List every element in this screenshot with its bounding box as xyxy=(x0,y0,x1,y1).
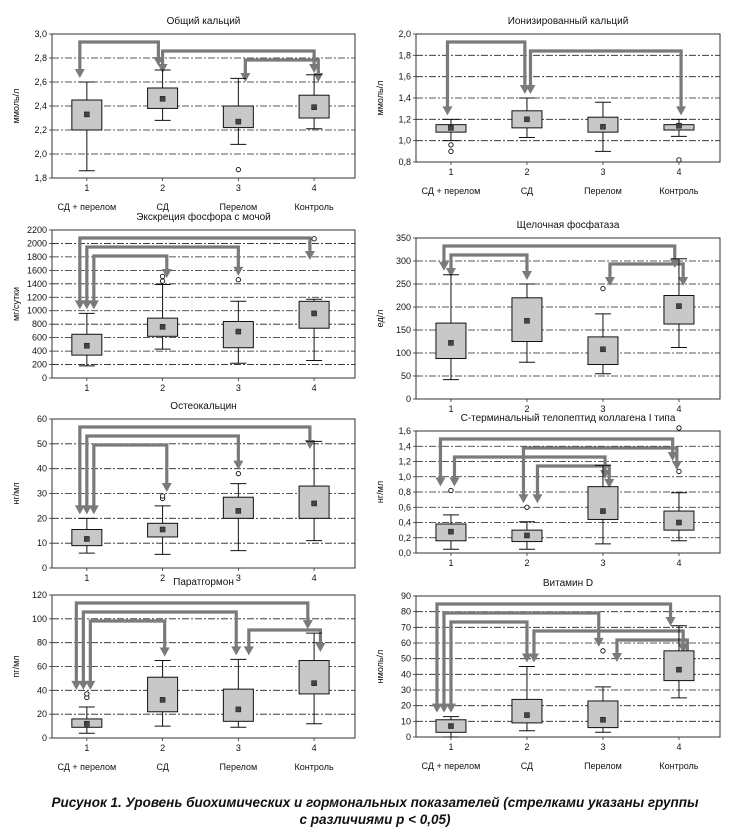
arrow-head xyxy=(244,646,254,655)
box-group-2 xyxy=(148,661,178,727)
group-label: СД + перелом xyxy=(57,762,117,772)
y-tick-label: 2200 xyxy=(26,225,47,235)
box-group-3 xyxy=(223,659,253,727)
mean-marker xyxy=(448,340,453,345)
group-label: Контроль xyxy=(659,761,699,771)
y-tick-label: 0,6 xyxy=(398,502,411,513)
y-tick-label: 20 xyxy=(36,709,47,720)
mean-marker xyxy=(600,347,605,352)
x-tick-label: 1 xyxy=(448,558,454,568)
x-tick-label: 4 xyxy=(311,743,317,753)
y-tick-label: 1,6 xyxy=(398,71,411,82)
outlier-point xyxy=(601,649,605,653)
x-tick-label: 2 xyxy=(524,558,530,568)
y-tick-label: 0,2 xyxy=(398,532,411,543)
group-label: СД xyxy=(156,202,169,212)
group-label: СД xyxy=(520,761,534,771)
y-tick-label: 0 xyxy=(405,394,411,404)
mean-marker xyxy=(160,96,165,101)
x-tick-label: 2 xyxy=(524,742,530,752)
box-group-2 xyxy=(512,98,542,137)
box-iqr xyxy=(148,677,178,712)
x-tick-label: 1 xyxy=(448,404,454,414)
arrow-head xyxy=(594,638,604,647)
y-tick-label: 30 xyxy=(36,488,47,499)
box-group-3 xyxy=(223,78,253,171)
arrow-head xyxy=(676,106,686,115)
y-tick-label: 150 xyxy=(395,325,411,335)
arrow-line xyxy=(610,264,683,278)
outlier-point xyxy=(85,692,89,696)
y-tick-label: 0 xyxy=(41,733,47,743)
arrow-line xyxy=(249,630,321,647)
y-axis-label: нмоль/л xyxy=(375,649,385,684)
arrow-head xyxy=(435,477,445,486)
y-tick-label: 0,0 xyxy=(398,548,411,558)
box-group-2 xyxy=(512,667,542,731)
mean-marker xyxy=(236,707,241,712)
significance-arrow xyxy=(442,42,529,115)
mean-marker xyxy=(160,324,165,329)
arrow-head xyxy=(85,681,95,690)
chart-panel-1 xyxy=(11,15,355,212)
mean-marker xyxy=(524,533,529,538)
y-tick-label: 1,0 xyxy=(398,135,411,146)
x-tick-label: 3 xyxy=(235,743,241,753)
outlier-point xyxy=(449,143,453,147)
significance-arrow xyxy=(82,436,244,514)
significance-arrow xyxy=(71,603,312,690)
y-tick-label: 2000 xyxy=(26,238,47,249)
chart-panel-5 xyxy=(11,401,355,583)
y-axis-label: ммоль/л xyxy=(11,88,21,124)
box-group-4 xyxy=(664,259,694,348)
box-group-3 xyxy=(588,649,618,733)
outlier-point xyxy=(601,286,605,290)
y-axis-label: пг/мл xyxy=(11,655,21,678)
mean-marker xyxy=(448,724,453,729)
arrow-head xyxy=(75,69,85,78)
arrow-head xyxy=(532,494,542,503)
box-group-3 xyxy=(588,102,618,151)
y-tick-label: 800 xyxy=(31,319,47,330)
arrow-head xyxy=(522,271,532,280)
arrow-head xyxy=(529,654,539,663)
mean-marker xyxy=(312,311,317,316)
y-tick-label: 200 xyxy=(395,302,411,312)
y-tick-label: 90 xyxy=(400,591,411,601)
outlier-point xyxy=(236,278,240,282)
outlier-point xyxy=(236,471,240,475)
significance-arrow xyxy=(439,613,604,713)
y-tick-label: 30 xyxy=(400,685,411,695)
arrow-head xyxy=(666,617,676,626)
y-tick-label: 20 xyxy=(400,700,411,711)
arrow-line xyxy=(530,51,681,107)
box-group-3 xyxy=(223,278,253,364)
mean-marker xyxy=(600,717,605,722)
significance-arrow xyxy=(89,445,172,514)
y-tick-label: 1000 xyxy=(26,305,47,316)
significance-arrow xyxy=(240,60,323,82)
arrow-head xyxy=(160,648,170,657)
box-group-4 xyxy=(299,633,329,724)
y-axis-label: ед/л xyxy=(375,309,385,328)
y-tick-label: 350 xyxy=(395,233,411,243)
x-tick-label: 2 xyxy=(524,404,530,414)
group-label: Перелом xyxy=(584,186,622,196)
mean-marker xyxy=(236,119,241,124)
x-tick-label: 4 xyxy=(311,573,317,583)
x-tick-label: 2 xyxy=(160,743,166,753)
y-tick-label: 400 xyxy=(31,346,47,357)
arrow-head xyxy=(518,494,528,503)
y-tick-label: 1,6 xyxy=(398,426,411,436)
arrow-line xyxy=(245,60,318,74)
y-tick-label: 60 xyxy=(36,661,47,672)
y-tick-label: 1,2 xyxy=(398,114,411,125)
mean-marker xyxy=(84,721,89,726)
box-group-4 xyxy=(299,75,329,129)
x-tick-label: 4 xyxy=(311,383,317,393)
box-group-1 xyxy=(436,488,466,549)
arrow-head xyxy=(305,251,315,260)
box-group-3 xyxy=(223,471,253,550)
y-tick-label: 250 xyxy=(395,279,411,289)
x-tick-label: 1 xyxy=(84,743,90,753)
y-tick-label: 3,0 xyxy=(34,29,47,39)
group-label: СД + перелом xyxy=(57,202,117,212)
y-tick-label: 50 xyxy=(400,371,411,381)
chart-title: Витамин D xyxy=(542,578,594,589)
y-tick-label: 1,0 xyxy=(398,471,411,482)
box-group-1 xyxy=(436,717,466,737)
group-label: Перелом xyxy=(584,761,622,771)
outlier-point xyxy=(677,426,681,430)
arrow-head xyxy=(89,300,99,309)
x-tick-label: 1 xyxy=(448,167,454,177)
arrow-head xyxy=(89,505,99,514)
significance-arrow xyxy=(75,42,164,78)
arrow-line xyxy=(454,457,605,478)
arrow-head xyxy=(231,646,241,655)
mean-marker xyxy=(524,318,529,323)
group-label: СД + перелом xyxy=(421,761,481,771)
y-tick-label: 300 xyxy=(395,256,411,266)
x-tick-label: 4 xyxy=(676,167,682,177)
x-tick-label: 1 xyxy=(84,183,90,193)
outlier-point xyxy=(525,505,529,509)
mean-marker xyxy=(676,123,681,128)
chart-title: Экскреция фосфора с мочой xyxy=(136,212,271,223)
x-tick-label: 1 xyxy=(84,383,90,393)
y-axis-label: нг/мл xyxy=(375,480,385,504)
box-iqr xyxy=(223,497,253,518)
chart-title: Общий кальций xyxy=(166,16,241,27)
arrow-head xyxy=(605,277,615,286)
chart-panel-4 xyxy=(375,219,720,414)
y-tick-label: 1,2 xyxy=(398,456,411,467)
mean-marker xyxy=(160,697,165,702)
y-tick-label: 50 xyxy=(400,653,411,664)
chart-panel-7 xyxy=(11,577,355,772)
x-tick-label: 1 xyxy=(84,573,90,583)
group-label: СД xyxy=(520,186,534,196)
significance-arrow xyxy=(158,51,320,73)
arrow-head xyxy=(303,620,313,629)
box-iqr xyxy=(664,651,694,681)
y-tick-label: 10 xyxy=(36,538,47,549)
y-tick-label: 1600 xyxy=(26,265,47,276)
box-iqr xyxy=(223,321,253,347)
y-tick-label: 1200 xyxy=(26,292,47,303)
x-tick-label: 2 xyxy=(160,183,166,193)
significance-arrow xyxy=(525,51,686,115)
significance-arrow xyxy=(605,264,688,286)
box-group-1 xyxy=(436,119,466,153)
mean-marker xyxy=(236,508,241,513)
arrow-head xyxy=(449,477,459,486)
y-tick-label: 40 xyxy=(400,669,411,680)
y-tick-label: 1800 xyxy=(26,251,47,262)
box-group-1 xyxy=(436,275,466,380)
group-label: Перелом xyxy=(219,762,258,772)
y-tick-label: 0 xyxy=(41,373,47,383)
y-tick-label: 60 xyxy=(400,638,411,648)
arrow-head xyxy=(446,704,456,713)
outlier-point xyxy=(236,167,240,171)
chart-panel-3 xyxy=(11,211,355,393)
y-tick-label: 10 xyxy=(400,716,411,727)
group-label: Контроль xyxy=(659,186,699,196)
mean-marker xyxy=(84,343,89,348)
significance-arrow xyxy=(446,255,532,280)
mean-marker xyxy=(524,117,529,122)
mean-marker xyxy=(448,529,453,534)
box-group-4 xyxy=(664,426,694,541)
significance-arrow xyxy=(89,256,172,309)
y-tick-label: 100 xyxy=(31,613,47,624)
y-tick-label: 20 xyxy=(36,513,47,524)
mean-marker xyxy=(84,112,89,117)
x-tick-label: 3 xyxy=(235,573,241,583)
mean-marker xyxy=(676,667,681,672)
y-tick-label: 80 xyxy=(400,606,411,617)
arrow-line xyxy=(437,604,671,705)
y-tick-label: 0,8 xyxy=(398,487,411,497)
box-group-2 xyxy=(512,284,542,362)
y-tick-label: 1,8 xyxy=(34,173,47,183)
outlier-point xyxy=(160,494,164,498)
box-group-2 xyxy=(148,494,178,555)
mean-marker xyxy=(236,329,241,334)
x-tick-label: 4 xyxy=(676,404,682,414)
x-tick-label: 3 xyxy=(235,183,241,193)
x-tick-label: 4 xyxy=(676,558,682,568)
y-tick-label: 50 xyxy=(36,438,47,449)
box-iqr xyxy=(664,296,694,325)
box-group-1 xyxy=(72,518,102,553)
y-tick-label: 2,6 xyxy=(34,77,47,87)
box-group-1 xyxy=(72,82,102,171)
chart-panel-2 xyxy=(375,16,720,196)
y-tick-label: 2,8 xyxy=(34,53,47,63)
y-tick-label: 80 xyxy=(36,637,47,648)
x-tick-label: 4 xyxy=(311,183,317,193)
arrow-line xyxy=(447,42,524,107)
y-tick-label: 2,4 xyxy=(34,101,47,111)
outlier-point xyxy=(160,279,164,283)
y-tick-label: 1,4 xyxy=(398,441,411,452)
y-tick-label: 2,0 xyxy=(398,29,411,39)
box-iqr xyxy=(223,689,253,721)
box-group-4 xyxy=(299,441,329,540)
group-label: Перелом xyxy=(219,202,258,212)
box-group-2 xyxy=(148,70,178,120)
outlier-point xyxy=(160,274,164,278)
mean-marker xyxy=(312,105,317,110)
chart-title: Остеокальцин xyxy=(170,401,237,412)
significance-arrow xyxy=(75,427,315,514)
y-tick-label: 40 xyxy=(36,685,47,696)
x-tick-label: 3 xyxy=(600,742,606,752)
x-tick-label: 3 xyxy=(600,167,606,177)
group-label: СД + перелом xyxy=(421,186,481,196)
box-iqr xyxy=(588,701,618,728)
y-tick-label: 1,8 xyxy=(398,50,411,61)
outlier-point xyxy=(312,237,316,241)
y-tick-label: 2,2 xyxy=(34,125,47,135)
mean-marker xyxy=(312,681,317,686)
outlier-point xyxy=(677,158,681,162)
chart-panel-8 xyxy=(375,578,720,771)
arrow-head xyxy=(612,653,622,662)
chart-title: Ионизированный кальций xyxy=(507,16,629,27)
box-group-4 xyxy=(299,237,329,361)
x-tick-label: 1 xyxy=(448,742,454,752)
x-tick-label: 2 xyxy=(524,167,530,177)
y-tick-label: 1400 xyxy=(26,278,47,289)
y-tick-label: 600 xyxy=(31,332,47,343)
mean-marker xyxy=(448,125,453,130)
arrow-head xyxy=(672,461,682,470)
x-tick-label: 3 xyxy=(600,404,606,414)
figure-caption-line1: Рисунок 1. Уровень биохимических и гормональных показателей (стрелками указаны группы xyxy=(51,795,699,810)
arrow-head xyxy=(162,483,172,492)
y-tick-label: 120 xyxy=(31,590,47,600)
mean-marker xyxy=(676,520,681,525)
y-tick-label: 60 xyxy=(36,414,47,424)
y-tick-label: 40 xyxy=(36,463,47,474)
chart-title: Паратгормон xyxy=(173,577,234,588)
arrow-line xyxy=(94,445,167,506)
mean-marker xyxy=(160,527,165,532)
mean-marker xyxy=(84,536,89,541)
significance-arrow xyxy=(75,238,315,309)
y-tick-label: 200 xyxy=(31,359,47,370)
y-tick-label: 0 xyxy=(405,732,411,742)
group-label: Контроль xyxy=(294,202,334,212)
mean-marker xyxy=(676,304,681,309)
box-group-4 xyxy=(664,626,694,698)
mean-marker xyxy=(600,124,605,129)
x-tick-label: 2 xyxy=(160,573,166,583)
arrow-line xyxy=(440,439,672,478)
x-tick-label: 3 xyxy=(600,558,606,568)
outlier-point xyxy=(449,149,453,153)
y-tick-label: 100 xyxy=(395,348,411,358)
y-tick-label: 0,8 xyxy=(398,157,411,167)
chart-title: С-терминальный телопептид коллагена I типа xyxy=(460,413,676,424)
arrow-head xyxy=(678,277,688,286)
group-label: СД xyxy=(156,762,169,772)
y-tick-label: 0,4 xyxy=(398,517,411,528)
outlier-point xyxy=(677,469,681,473)
x-tick-label: 4 xyxy=(676,742,682,752)
arrow-line xyxy=(80,42,159,70)
arrow-line xyxy=(80,427,310,506)
box-iqr xyxy=(512,699,542,723)
y-tick-label: 0 xyxy=(41,563,47,573)
arrow-line xyxy=(94,256,167,301)
arrow-line xyxy=(90,621,164,682)
mean-marker xyxy=(600,509,605,514)
arrow-line xyxy=(451,622,527,705)
box-group-1 xyxy=(72,692,102,734)
box-group-1 xyxy=(72,313,102,365)
y-axis-label: нг/мл xyxy=(11,482,21,505)
y-tick-label: 2,0 xyxy=(34,149,47,159)
mean-marker xyxy=(312,501,317,506)
y-tick-label: 70 xyxy=(400,622,411,633)
box-group-2 xyxy=(512,505,542,549)
box-iqr xyxy=(299,661,329,694)
x-tick-label: 2 xyxy=(160,383,166,393)
arrow-head xyxy=(233,267,243,276)
x-tick-label: 3 xyxy=(235,383,241,393)
arrow-head xyxy=(442,106,452,115)
figure-caption-line2: с различиями p < 0,05) xyxy=(299,812,451,827)
y-axis-label: мг/сутки xyxy=(11,286,21,322)
chart-title: Щелочная фосфатаза xyxy=(516,220,620,231)
y-tick-label: 1,4 xyxy=(398,93,411,103)
y-axis-label: ммоль/л xyxy=(375,80,385,116)
mean-marker xyxy=(524,713,529,718)
arrow-head xyxy=(240,73,250,82)
group-label: Контроль xyxy=(294,762,334,772)
box-iqr xyxy=(223,106,253,128)
box-iqr xyxy=(588,487,618,520)
chart-panel-6 xyxy=(375,413,720,568)
outlier-point xyxy=(449,488,453,492)
arrow-line xyxy=(451,255,527,272)
arrow-head xyxy=(315,643,325,652)
significance-arrow xyxy=(439,246,680,271)
